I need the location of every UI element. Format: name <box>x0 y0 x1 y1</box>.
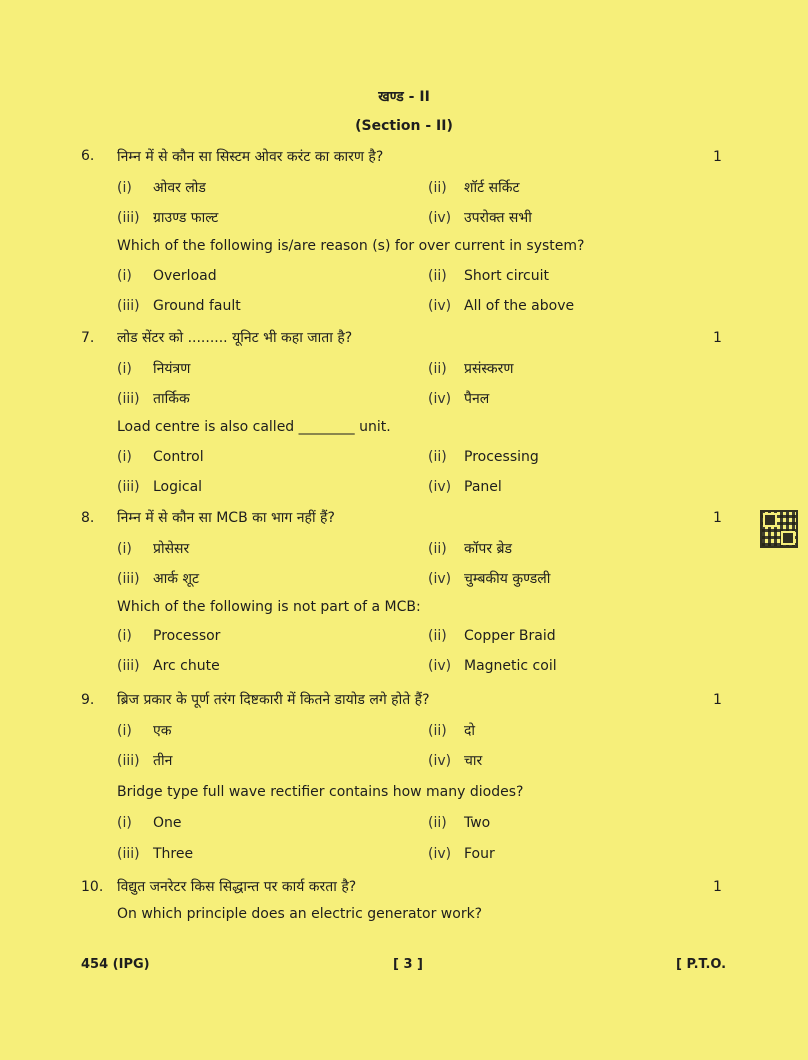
option-english <box>117 449 204 465</box>
option-hindi <box>117 359 190 378</box>
option-roman: (i) <box>117 449 132 465</box>
option-label: शॉर्ट सर्किट <box>464 180 520 196</box>
question-number: 7. <box>81 330 95 346</box>
option-label: Panel <box>464 479 502 495</box>
option-label: ग्राउण्ड फाल्ट <box>153 210 219 226</box>
section-title-hindi: खण्ड - II <box>378 89 430 105</box>
question-text-hindi: विद्युत जनरेटर किस सिद्धान्त पर कार्य करता है? <box>117 879 357 895</box>
option-roman: (ii) <box>428 628 447 644</box>
option-english <box>428 628 556 644</box>
option-label: चार <box>464 753 483 769</box>
option-english <box>117 815 182 831</box>
option-roman: (ii) <box>428 361 447 377</box>
option-roman: (i) <box>117 723 132 739</box>
question-marks: 1 <box>713 149 722 165</box>
option-label: All of the above <box>464 298 575 314</box>
option-label: Arc chute <box>153 658 220 674</box>
question-text-english: Which of the following is/are reason (s) for over current in system? <box>117 238 585 254</box>
option-roman: (iv) <box>428 298 452 314</box>
option-roman: (iv) <box>428 846 452 862</box>
option-hindi <box>117 721 172 740</box>
option-hindi <box>428 721 475 740</box>
option-label: Four <box>464 846 495 862</box>
question-text-english: Bridge type full wave rectifier contains how many diodes? <box>117 784 524 800</box>
option-label: Magnetic coil <box>464 658 557 674</box>
option-label: Two <box>464 815 491 831</box>
qr-code <box>760 510 798 548</box>
option-hindi <box>117 751 172 770</box>
option-english <box>428 298 574 314</box>
option-label: नियंत्रण <box>153 361 191 377</box>
option-label: एक <box>153 723 172 739</box>
option-label: आर्क शूट <box>153 571 200 587</box>
option-roman: (iv) <box>428 658 452 674</box>
option-english <box>428 658 557 674</box>
option-label: Short circuit <box>464 268 550 284</box>
option-hindi <box>117 389 190 408</box>
option-roman: (iv) <box>428 571 452 587</box>
option-hindi <box>117 208 218 227</box>
option-label: Processing <box>464 449 539 465</box>
option-roman: (iii) <box>117 391 140 407</box>
question-number: 6. <box>81 148 95 164</box>
option-label: Ground fault <box>153 298 241 314</box>
option-roman: (iv) <box>428 479 452 495</box>
paper-code: 454 (IPG) <box>81 957 150 972</box>
option-label: Control <box>153 449 204 465</box>
option-hindi <box>428 359 513 378</box>
option-roman: (ii) <box>428 180 447 196</box>
option-label: Processor <box>153 628 221 644</box>
option-roman: (ii) <box>428 449 447 465</box>
option-roman: (ii) <box>428 541 447 557</box>
question-marks: 1 <box>713 879 722 895</box>
option-english <box>117 298 241 314</box>
option-english <box>117 268 217 284</box>
option-english <box>428 846 495 862</box>
option-roman: (ii) <box>428 268 447 284</box>
option-english <box>117 658 220 674</box>
option-roman: (i) <box>117 180 132 196</box>
option-english <box>428 268 549 284</box>
question-number: 10. <box>81 879 104 895</box>
question-marks: 1 <box>713 330 722 346</box>
section-title-english: (Section - II) <box>355 118 453 134</box>
question-text-hindi: निम्न में से कौन सा सिस्टम ओवर करंट का कारण है? <box>117 149 384 165</box>
option-roman: (iii) <box>117 658 140 674</box>
question-text-hindi: निम्न में से कौन सा MCB का भाग नहीं हैं? <box>117 510 335 526</box>
option-label: ओवर लोड <box>153 180 206 196</box>
option-roman: (i) <box>117 815 132 831</box>
question-text-english: On which principle does an electric generator work? <box>117 906 483 922</box>
option-hindi <box>428 569 550 588</box>
option-english <box>428 479 502 495</box>
option-english <box>117 628 220 644</box>
option-roman: (i) <box>117 361 132 377</box>
option-hindi <box>428 178 520 197</box>
pto-label: [ P.T.O. <box>676 957 727 972</box>
option-hindi <box>428 539 512 558</box>
option-roman: (iii) <box>117 753 140 769</box>
option-label: चुम्बकीय कुण्डली <box>464 571 551 587</box>
option-hindi <box>117 539 189 558</box>
option-hindi <box>117 569 199 588</box>
option-roman: (iv) <box>428 391 452 407</box>
option-english <box>428 449 539 465</box>
question-text-english: Which of the following is not part of a MCB: <box>117 599 421 615</box>
question-text-hindi: ब्रिज प्रकार के पूर्ण तरंग दिष्टकारी में कितने डायोड लगे होते हैं? <box>117 692 430 708</box>
option-roman: (ii) <box>428 815 447 831</box>
option-roman: (iii) <box>117 846 140 862</box>
option-hindi <box>117 178 206 197</box>
option-roman: (iv) <box>428 210 452 226</box>
question-number: 9. <box>81 692 95 708</box>
option-label: उपरोक्त सभी <box>464 210 532 226</box>
option-hindi <box>428 208 532 227</box>
page-number: [ 3 ] <box>393 957 423 972</box>
option-label: तार्किक <box>153 391 190 407</box>
option-roman: (i) <box>117 268 132 284</box>
option-label: पैनल <box>464 391 490 407</box>
option-roman: (ii) <box>428 723 447 739</box>
option-label: प्रोसेसर <box>153 541 190 557</box>
option-label: प्रसंस्करण <box>464 361 514 377</box>
question-marks: 1 <box>713 510 722 526</box>
option-roman: (i) <box>117 628 132 644</box>
option-label: Logical <box>153 479 203 495</box>
option-roman: (i) <box>117 541 132 557</box>
option-roman: (iii) <box>117 298 140 314</box>
question-number: 8. <box>81 510 95 526</box>
option-label: तीन <box>153 753 173 769</box>
option-roman: (iii) <box>117 210 140 226</box>
option-hindi <box>428 751 482 770</box>
question-text-hindi: लोड सेंटर को ......... यूनिट भी कहा जाता है? <box>117 330 353 346</box>
question-text-english: Load centre is also called ________ unit. <box>117 419 391 435</box>
option-label: One <box>153 815 182 831</box>
option-english <box>117 479 202 495</box>
option-hindi <box>428 389 489 408</box>
option-roman: (iv) <box>428 753 452 769</box>
option-label: Three <box>153 846 194 862</box>
option-label: दो <box>464 723 476 739</box>
option-english <box>428 815 490 831</box>
option-label: Copper Braid <box>464 628 556 644</box>
question-marks: 1 <box>713 692 722 708</box>
option-label: कॉपर ब्रेड <box>464 541 512 557</box>
option-english <box>117 846 193 862</box>
option-roman: (iii) <box>117 479 140 495</box>
option-roman: (iii) <box>117 571 140 587</box>
option-label: Overload <box>153 268 217 284</box>
